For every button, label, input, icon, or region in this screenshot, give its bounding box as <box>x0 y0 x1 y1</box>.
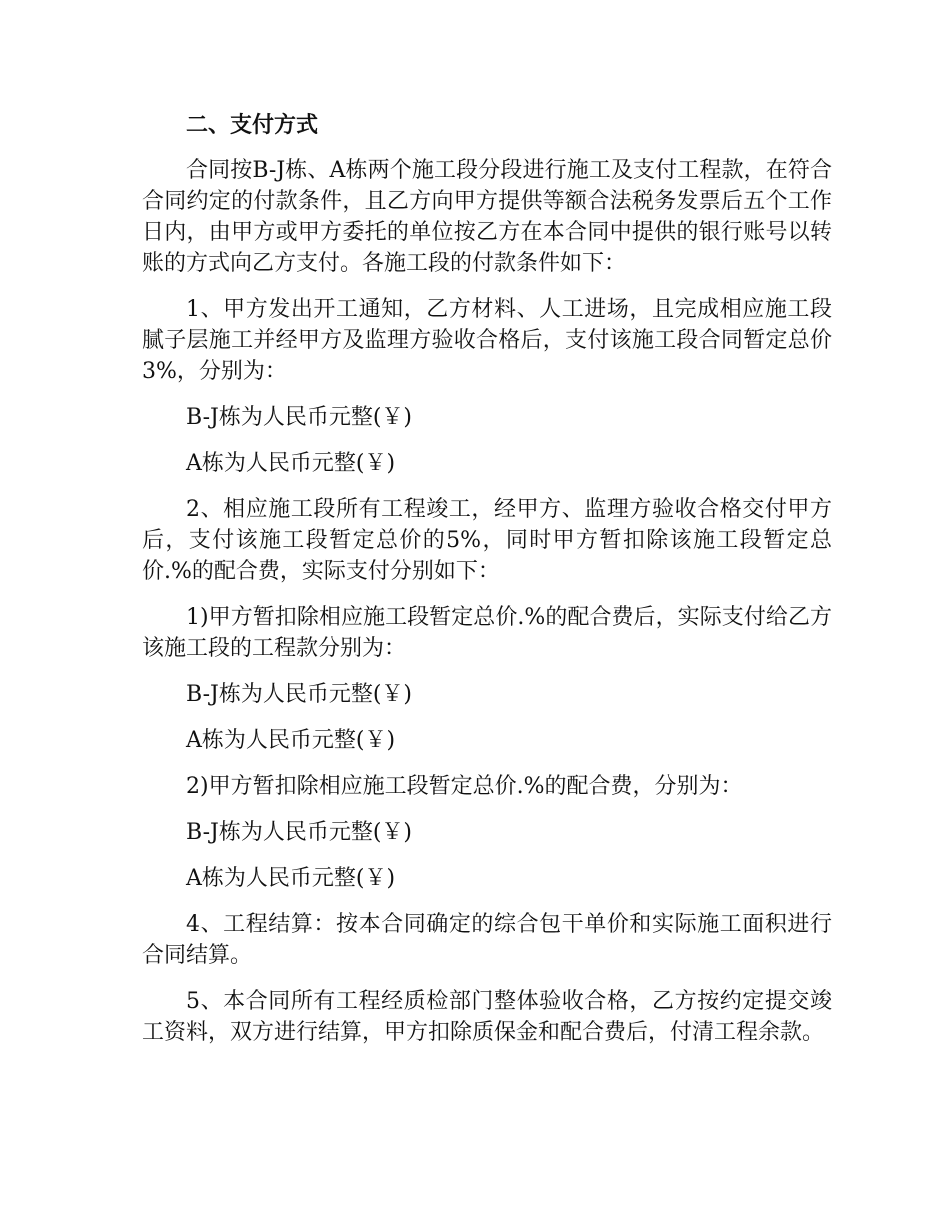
document-body <box>142 110 832 1063</box>
paragraph-clause-2-1: 1)甲方暂扣除相应施工段暂定总价.%的配合费后，实际支付给乙方该施工段的工程款分别为： <box>142 605 832 661</box>
paragraph-amount-a-2: A栋为人民币元整(￥) <box>186 728 396 753</box>
paragraph-intro: 合同按B-J栋、A栋两个施工段分段进行施工及支付工程款，在符合合同约定的付款条件，且乙方向甲方提供等额合法税务发票后五个工作日内，由甲方或甲方委托的单位按乙方在本合同中提供的银行账号以转账的方式向乙方支付。各施工段的付款条件如下： <box>142 158 832 276</box>
paragraph-clause-2-2: 2)甲方暂扣除相应施工段暂定总价.%的配合费，分别为： <box>186 774 743 799</box>
paragraph-clause-5: 5、本合同所有工程经质检部门整体验收合格，乙方按约定提交竣工资料，双方进行结算，甲方扣除质保金和配合费后，付清工程余款。 <box>142 989 832 1045</box>
paragraph-amount-bj-2: B-J栋为人民币元整(￥) <box>186 682 412 707</box>
paragraph-clause-1: 1、甲方发出开工通知，乙方材料、人工进场，且完成相应施工段腻子层施工并经甲方及监理方验收合格后，支付该施工段合同暂定总价3%，分别为： <box>142 297 832 384</box>
paragraph-amount-bj-3: B-J栋为人民币元整(￥) <box>186 820 412 845</box>
paragraph-amount-a-3: A栋为人民币元整(￥) <box>186 866 396 891</box>
paragraph-clause-4: 4、工程结算：按本合同确定的综合包干单价和实际施工面积进行合同结算。 <box>142 912 832 968</box>
paragraph-amount-a-1: A栋为人民币元整(￥) <box>186 451 396 476</box>
section-heading: 二、支付方式 <box>186 113 319 138</box>
paragraph-clause-2: 2、相应施工段所有工程竣工，经甲方、监理方验收合格交付甲方后，支付该施工段暂定总价的5%，同时甲方暂扣除该施工段暂定总价.%的配合费，实际支付分别如下： <box>142 497 832 584</box>
paragraph-amount-bj-1: B-J栋为人民币元整(￥) <box>186 405 412 430</box>
